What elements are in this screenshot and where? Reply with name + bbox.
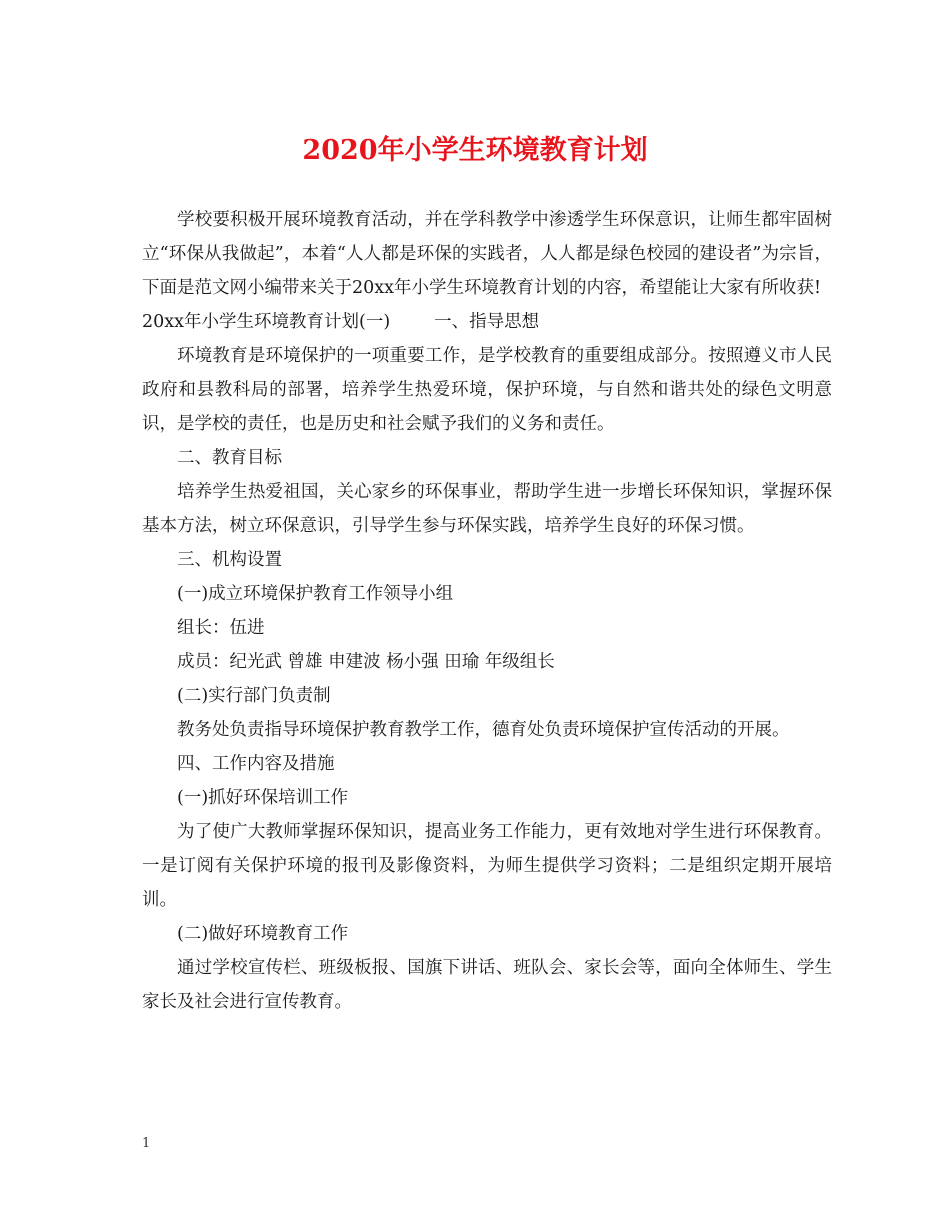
paragraph-education-goals: 培养学生热爱祖国，关心家乡的环保事业，帮助学生进一步增长环保知识，掌握环保基本方法，树立环保意识，引导学生参与环保实践，培养学生良好的环保习惯。 xyxy=(142,482,832,536)
section-heading-education-goals: 二、教育目标 xyxy=(177,448,282,468)
paragraph-environment-education: 通过学校宣传栏、班级板报、国旗下讲话、班队会、家长会等，面向全体师生、学生家长及社会进行宣传教育。 xyxy=(142,958,832,1012)
document-title: 2020年小学生环境教育计划 xyxy=(302,135,648,166)
paragraph-guiding-thought: 环境教育是环境保护的一项重要工作，是学校教育的重要组成部分。按照遵义市人民政府和县教科局的部署，培养学生热爱环境，保护环境，与自然和谐共处的绿色文明意识，是学校的责任，也是历史和社会赋予我们的义务和责任。 xyxy=(142,346,832,434)
subheading-department-responsibility: (二)实行部门负责制 xyxy=(177,686,331,706)
plan-heading-line xyxy=(142,305,832,339)
document-body xyxy=(142,203,832,1019)
group-members-line: 成员：纪光武 曾雄 申建波 杨小强 田瑜 年级组长 xyxy=(177,652,555,672)
intro-paragraph: 学校要积极开展环境教育活动，并在学科教学中渗透学生环保意识，让师生都牢固树立“环保从我做起”，本着“人人都是环保的实践者，人人都是绿色校园的建设者”为宗旨，下面是范文网小编带来关于20xx年小学生环境教育计划的内容，希望能让大家有所收获! xyxy=(142,210,832,298)
paragraph-department-responsibility: 教务处负责指导环境保护教育教学工作，德育处负责环境保护宣传活动的开展。 xyxy=(177,720,790,740)
group-leader-line: 组长：伍进 xyxy=(177,618,265,638)
page-number: 1 xyxy=(142,1136,151,1151)
section-heading-organization: 三、机构设置 xyxy=(177,550,282,570)
section-heading-guiding-thought: 一、指导思想 xyxy=(434,312,540,332)
paragraph-training: 为了使广大教师掌握环保知识，提高业务工作能力，更有效地对学生进行环保教育。一是订阅有关保护环境的报刊及影像资料，为师生提供学习资料；二是组织定期开展培训。 xyxy=(142,822,832,910)
section-heading-work-content: 四、工作内容及措施 xyxy=(177,754,335,774)
plan-subtitle: 20xx年小学生环境教育计划(一) xyxy=(142,312,391,332)
subheading-leadership-group: (一)成立环境保护教育工作领导小组 xyxy=(177,584,454,604)
subheading-environment-education: (二)做好环境教育工作 xyxy=(177,924,349,944)
subheading-training: (一)抓好环保培训工作 xyxy=(177,788,349,808)
